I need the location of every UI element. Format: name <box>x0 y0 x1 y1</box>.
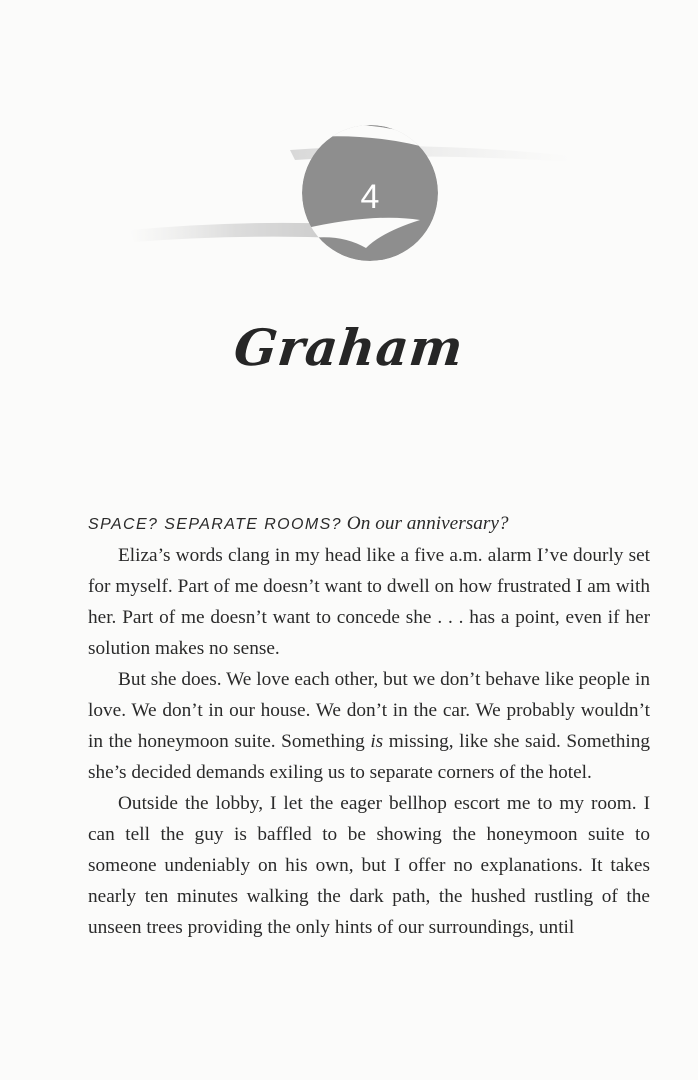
paragraph-opening <box>88 508 650 540</box>
chapter-number: 4 <box>360 178 380 216</box>
chapter-number-emblem <box>120 120 590 280</box>
paragraph-text: missing, like she said. Something she’s decided demands exiling us to separate corners of the hotel. <box>88 731 650 783</box>
paragraph: Outside the lobby, I let the eager bellhop escort me to my room. I can tell the guy is baffled to be showing the honeymoon suite to someone undeniably on his own, but I offer no explanations. It takes nearly ten minutes walking the dark path, the hushed rustling of the unseen trees providing the only hints of our surroundings, until <box>88 793 650 938</box>
opening-lead-caps: SPACE? SEPARATE ROOMS? <box>88 516 342 533</box>
paragraph <box>88 664 650 788</box>
paragraph-emphasis: is <box>370 731 384 752</box>
paragraph: Eliza’s words clang in my head like a five a.m. alarm I’ve dourly set for myself. Part of me doesn’t want to dwell on how frustrated I am with her. Part of me doesn’t want to concede she . . . has a point, even if her solution makes no sense. <box>88 545 650 659</box>
opening-lead-italic: On our anniversary? <box>341 513 509 534</box>
chapter-title: Graham <box>231 318 467 377</box>
brush-stroke-bottom <box>130 223 342 242</box>
paragraph-text: But she does. We love each other, but we don’t behave like people in love. We don’t in our house. We don’t in the car. We probably wouldn’t in the honeymoon suite. Something <box>88 669 650 752</box>
chapter-body <box>88 508 650 943</box>
